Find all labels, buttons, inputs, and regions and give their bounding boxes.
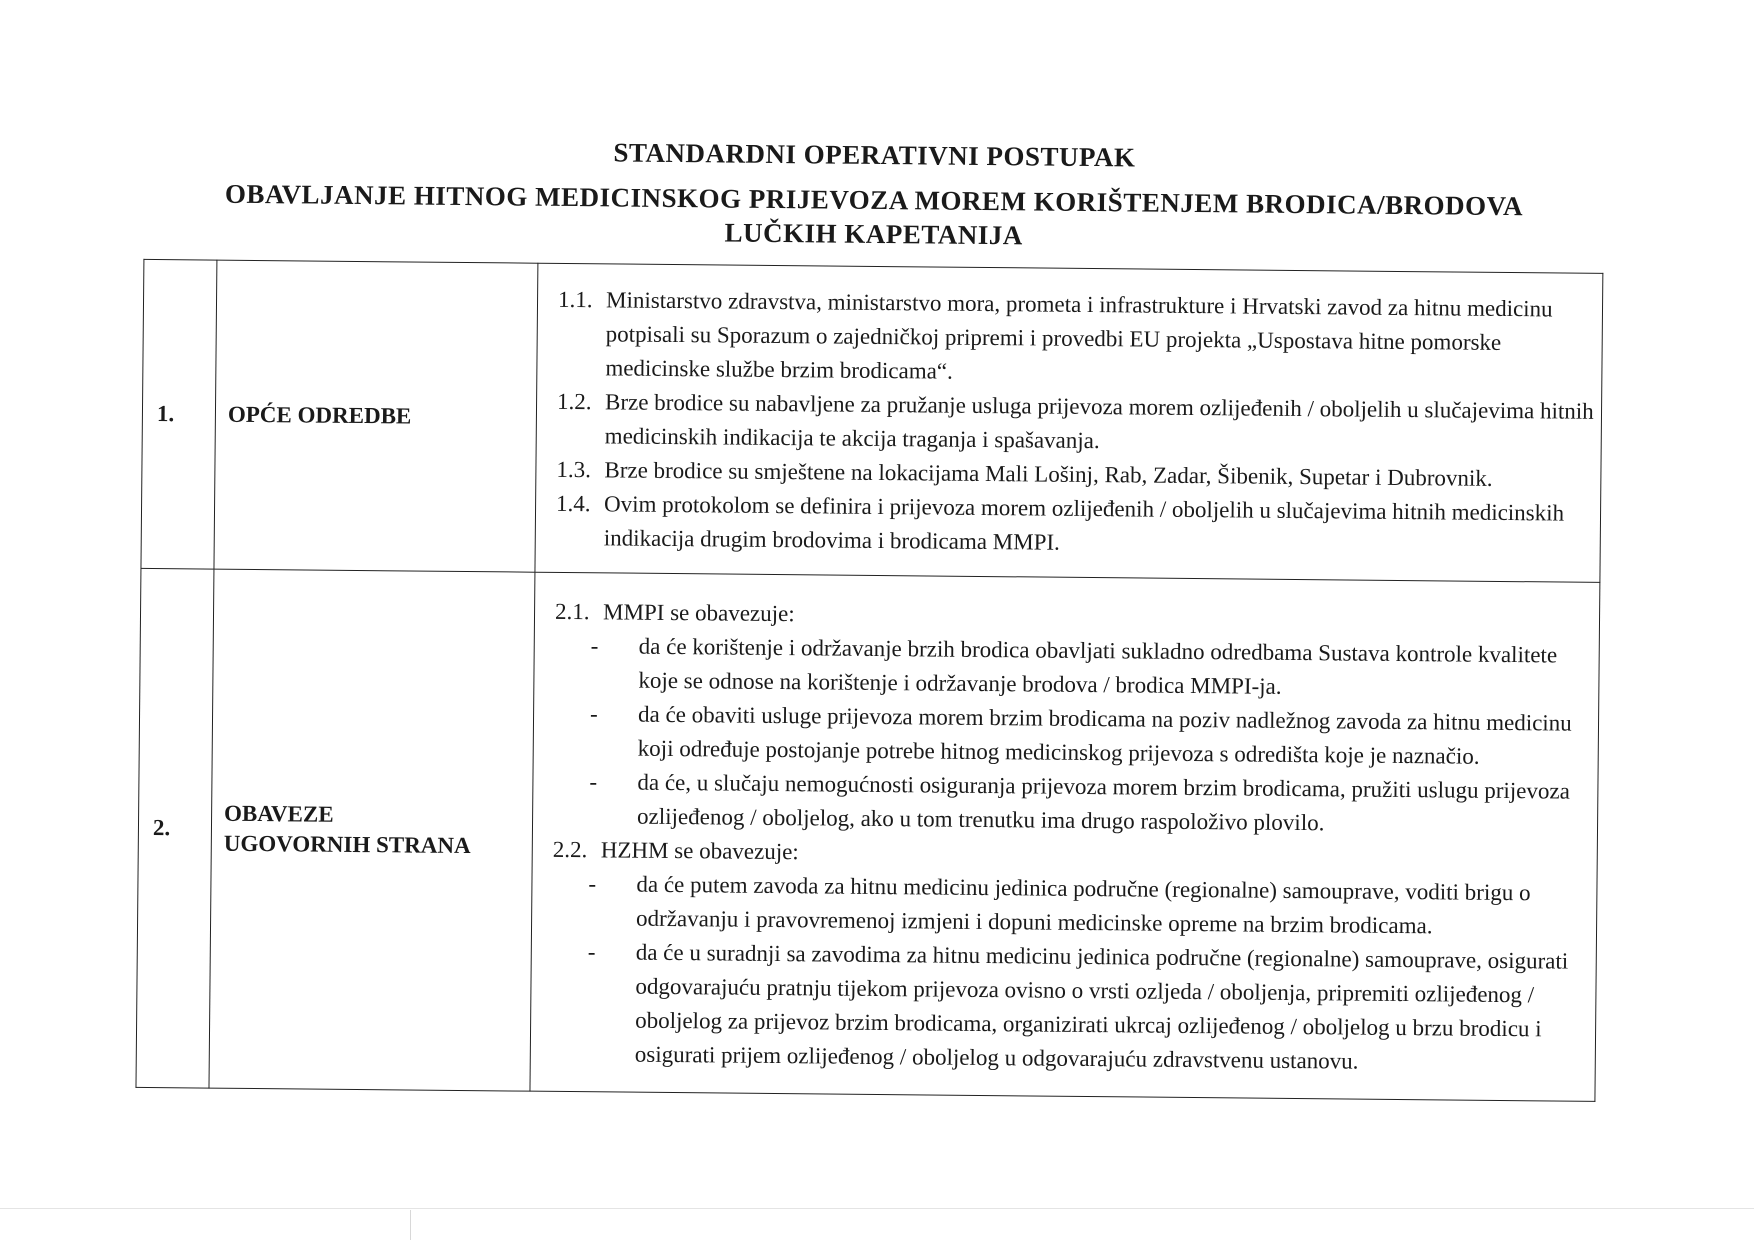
- document-header: [154, 133, 1595, 258]
- table-row-section-2: [136, 568, 1600, 1101]
- bullet-dash: -: [587, 939, 596, 965]
- table-row-section-1: [141, 259, 1603, 582]
- bullet-dash: -: [589, 701, 598, 727]
- paragraph-number: 2.2.: [552, 836, 588, 863]
- section-2-number: 2.: [136, 568, 214, 1088]
- document-title: STANDARDNI OPERATIVNI POSTUPAK: [613, 137, 1136, 173]
- mmpi-bullet-2: [590, 697, 1593, 775]
- sop-table: [135, 259, 1603, 1102]
- section-1-title: OPĆE ODREDBE: [214, 260, 538, 572]
- paragraph-number: 1.1.: [557, 286, 593, 313]
- paragraph-number: 2.1.: [554, 598, 590, 625]
- paragraph-1-4: [556, 487, 1595, 565]
- scan-edge-mark: [410, 1210, 411, 1240]
- paragraph-text: Brze brodice su smještene na lokacijama Mali Lošinj, Rab, Zadar, Šibenik, Supetar i Dubrovnik.: [604, 457, 1493, 491]
- paragraph-text: Ovim protokolom se definira i prijevoza morem ozlijeđenih / oboljelih u slučajevima hitnih medicinskih indikacija drugim brodovima i brodicama MMPI.: [603, 491, 1565, 555]
- subtitle-line-2: LUČKIH KAPETANIJA: [724, 217, 1023, 251]
- scan-edge-line: [0, 1208, 1754, 1209]
- bullet-dash: -: [588, 871, 597, 897]
- paragraph-number: 1.2.: [556, 388, 592, 415]
- bullet-text: da će putem zavoda za hitnu medicinu jedinica područne (regionalne) samouprave, voditi brigu o održavanju i pravovremenoj izmjeni i dopuni medicinske opreme na brzim brodicama.: [636, 871, 1531, 939]
- document-subtitle: [154, 176, 1595, 258]
- paragraph-heading: HZHM se obavezuje:: [600, 837, 799, 865]
- paragraph-1-1: [557, 283, 1596, 395]
- paragraph-text: Brze brodice su nabavljene za pružanje usluga prijevoza morem ozlijeđenih / oboljelih u slučajevima hitnih medicinskih indikacija te akcija traganja i spašavanja.: [604, 389, 1594, 454]
- bullet-dash: -: [590, 633, 599, 659]
- section-2-title-line-2: UGOVORNIH STRANA: [223, 830, 471, 859]
- bullet-text: da će, u slučaju nemogućnosti osiguranja prijevoza morem brzim brodicama, pružiti uslugu prijevoza ozlijeđenog / oboljelog, ako u tom trenutku ima drugo raspoloživo plovilo.: [636, 769, 1571, 836]
- paragraph-heading: MMPI se obavezuje:: [602, 599, 795, 627]
- bullet-text: da će korištenje i održavanje brzih brodica obavljati sukladno odredbama Sustava kontrole kvalitete koje se odnose na korištenje i održavanje brodova / brodica MMPI-ja.: [638, 633, 1558, 699]
- paragraph-number: 1.4.: [555, 490, 591, 517]
- subtitle-line-1: OBAVLJANJE HITNOG MEDICINSKOG PRIJEVOZA MOREM KORIŠTENJEM BRODICA/BRODOVA: [224, 178, 1524, 222]
- paragraph-text: Ministarstvo zdravstva, ministarstvo mora, prometa i infrastrukture i Hrvatski zavod za hitnu medicinu potpisali su Sporazum o zajedničkoj pripremi i provedbi EU projekta „Uspostava hitne pomorske medicinske službe brzim brodicama“.: [605, 287, 1553, 384]
- hzhm-bullet-1: [588, 867, 1591, 945]
- hzhm-bullet-2: [587, 935, 1590, 1081]
- mmpi-bullet-3: [589, 765, 1592, 843]
- section-1-body: [535, 263, 1603, 582]
- section-1-number: 1.: [141, 259, 217, 569]
- bullet-dash: -: [589, 769, 598, 795]
- section-2-body: [530, 572, 1600, 1101]
- paragraph-1-2: [557, 385, 1596, 463]
- section-2-title: [209, 569, 535, 1091]
- bullet-text: da će u suradnji sa zavodima za hitnu medicinu jedinica područne (regionalne) samouprave, osigurati odgovarajuću pratnju tijekom prijevoza ovisno o vrsti ozljeda / oboljenja, pripremiti ozlijeđenog / oboljelog za prijevoz brzim brodicama, organizirati ukrcaj ozlijeđenog / oboljelog u brzu brodicu i osigurati prijem ozlijeđenog / oboljelog u odgovarajuću zdravstvenu ustanovu.: [634, 939, 1569, 1074]
- section-2-title-line-1: OBAVEZE: [223, 800, 334, 827]
- bullet-text: da će obaviti usluge prijevoza morem brzim brodicama na poziv nadležnog zavoda za hitnu medicinu koji određuje postojanje potrebe hitnog medicinskog prijevoza s odredišta koje je naznačio.: [637, 701, 1572, 769]
- paragraph-number: 1.3.: [556, 456, 592, 483]
- mmpi-bullet-1: [590, 629, 1593, 707]
